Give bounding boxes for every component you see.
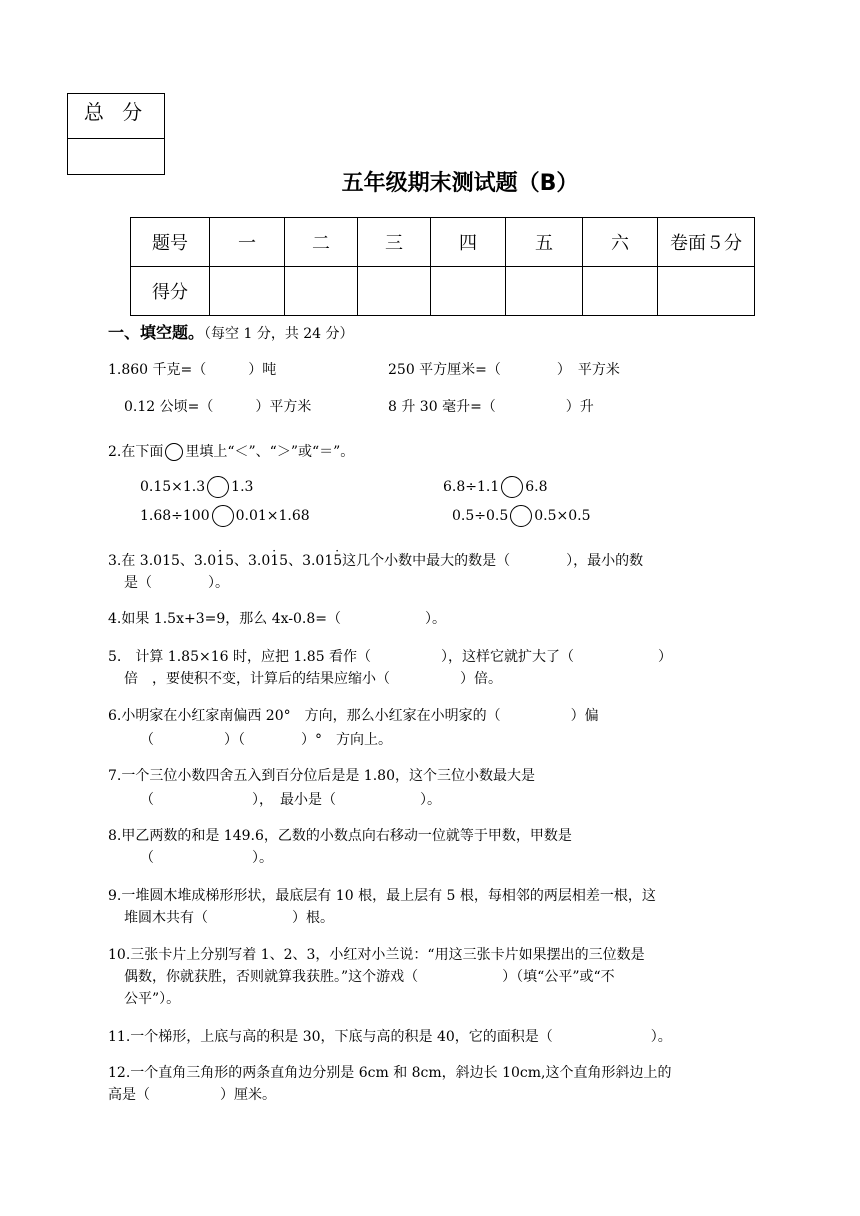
q10-line-2: 偶数，你就获胜，否则就算我获胜。”这个游戏（ ）（填“公平”或“不 xyxy=(124,969,615,985)
section-title: 一、填空题。 xyxy=(108,323,205,342)
q3-text: 3.在 3.015、3.0 xyxy=(108,553,217,569)
score-cell[interactable] xyxy=(431,267,506,316)
q2-expr-left: 0.5÷0.5 xyxy=(452,508,509,524)
score-table-header-cell: 五 xyxy=(506,218,583,267)
q2-intro-start: 2.在下面 xyxy=(108,444,164,460)
score-table-header-cell: 题号 xyxy=(131,218,210,267)
score-cell[interactable] xyxy=(658,267,755,316)
section-note: （每空 1 分，共 24 分） xyxy=(204,326,354,342)
q7-line-2: （ ）， 最小是（ ）。 xyxy=(140,792,441,808)
q2-expr-2 xyxy=(443,476,548,498)
q10-line-3: 公平”）。 xyxy=(124,991,181,1007)
compare-circle[interactable] xyxy=(207,476,229,498)
q2-expr-4 xyxy=(452,505,591,527)
score-table-header-cell: 三 xyxy=(358,218,431,267)
score-table-header-cell: 卷面５分 xyxy=(658,218,755,267)
score-table-header-cell: 一 xyxy=(210,218,285,267)
compare-circle[interactable] xyxy=(501,476,523,498)
score-table-header-cell: 六 xyxy=(583,218,658,267)
q2-expr-1 xyxy=(140,476,253,498)
q9-line-2: 堆圆木共有（ ）根。 xyxy=(124,910,334,926)
score-cell[interactable] xyxy=(358,267,431,316)
q5-line-2: 倍 ，要使积不变，计算后的结果应缩小（ ）倍。 xyxy=(124,671,502,687)
q7-line-1: 7.一个三位小数四舍五入到百分位后是是 1.80，这个三位小数最大是 xyxy=(108,768,535,784)
q8-line-1: 8.甲乙两数的和是 149.6，乙数的小数点向右移动一位就等于甲数，甲数是 xyxy=(108,828,572,844)
total-score-label: 总 分 xyxy=(68,94,164,139)
q1-part-b: 250 平方厘米=（ ） 平方米 xyxy=(388,362,620,378)
score-cell[interactable] xyxy=(506,267,583,316)
score-cell[interactable] xyxy=(210,267,285,316)
total-score-box xyxy=(67,93,165,175)
q3-text: 15、3.0 xyxy=(216,553,271,569)
circle-icon xyxy=(165,443,183,461)
compare-circle[interactable] xyxy=(212,505,234,527)
q2-intro-end: 里填上“＜”、“＞”或“＝”。 xyxy=(185,444,355,460)
q2-expr-right: 0.01×1.68 xyxy=(235,508,310,524)
score-table-row-label: 得分 xyxy=(131,267,210,316)
section-heading xyxy=(108,320,354,343)
q1-part-c: 0.12 公顷=（ ）平方米 xyxy=(124,399,312,415)
q5-line-1: 5. 计算 1.85×16 时，应把 1.85 看作（ ），这样它就扩大了（ ） xyxy=(108,649,673,665)
q2-expr-left: 6.8÷1.1 xyxy=(443,479,500,495)
q1-part-a: 1.860 千克=（ ）吨 xyxy=(108,362,277,378)
q10-line-1: 10.三张卡片上分别写着 1、2、3，小红对小兰说：“用这三张卡片如果摆出的三位数是 xyxy=(108,947,645,963)
score-table-header-row xyxy=(131,218,755,267)
compare-circle[interactable] xyxy=(510,505,532,527)
score-table-header-cell: 二 xyxy=(285,218,358,267)
q2-expr-left: 0.15×1.3 xyxy=(140,479,206,495)
q1-part-d: 8 升 30 毫升=（ ）升 xyxy=(388,399,594,415)
score-cell[interactable] xyxy=(583,267,658,316)
q2-expr-right: 0.5×0.5 xyxy=(534,508,591,524)
q8-line-2: （ ）。 xyxy=(140,850,273,866)
q2-expr-right: 1.3 xyxy=(231,479,254,495)
score-table-header-cell: 四 xyxy=(431,218,506,267)
q6-line-1: 6.小明家在小红家南偏西 20° 方向，那么小红家在小明家的（ ）偏 xyxy=(108,708,599,724)
page-title: 五年级期末测试题（B） xyxy=(341,171,579,196)
q11: 11.一个梯形，上底与高的积是 30，下底与高的积是 40，它的面积是（ ）。 xyxy=(108,1029,672,1045)
q3-line-2: 是（ ）。 xyxy=(124,575,229,591)
q3-line-1 xyxy=(108,550,643,572)
q4: 4.如果 1.5x+3=9，那么 4x-0.8=（ ）。 xyxy=(108,611,446,627)
q6-line-2: （ ）（ ）° 方向上。 xyxy=(140,732,392,748)
q12-line-2: 高是（ ）厘米。 xyxy=(108,1087,276,1103)
score-cell[interactable] xyxy=(285,267,358,316)
q12-line-1: 12.一个直角三角形的两条直角边分别是 6cm 和 8cm，斜边长 10cm,这个直角形斜边上的 xyxy=(108,1065,672,1081)
q2-expr-3 xyxy=(140,505,310,527)
score-table-score-row xyxy=(131,267,755,316)
q2-intro xyxy=(108,441,354,463)
q2-expr-right: 6.8 xyxy=(525,479,548,495)
q9-line-1: 9.一堆圆木堆成梯形形状，最底层有 10 根，最上层有 5 根，每相邻的两层相差一根，这 xyxy=(108,888,656,904)
q2-expr-left: 1.68÷100 xyxy=(140,508,210,524)
q3-text: 15、3.01 xyxy=(270,553,334,569)
score-table xyxy=(130,217,755,316)
q3-text: 5这几个小数中最大的数是（ ），最小的数 xyxy=(333,553,644,569)
